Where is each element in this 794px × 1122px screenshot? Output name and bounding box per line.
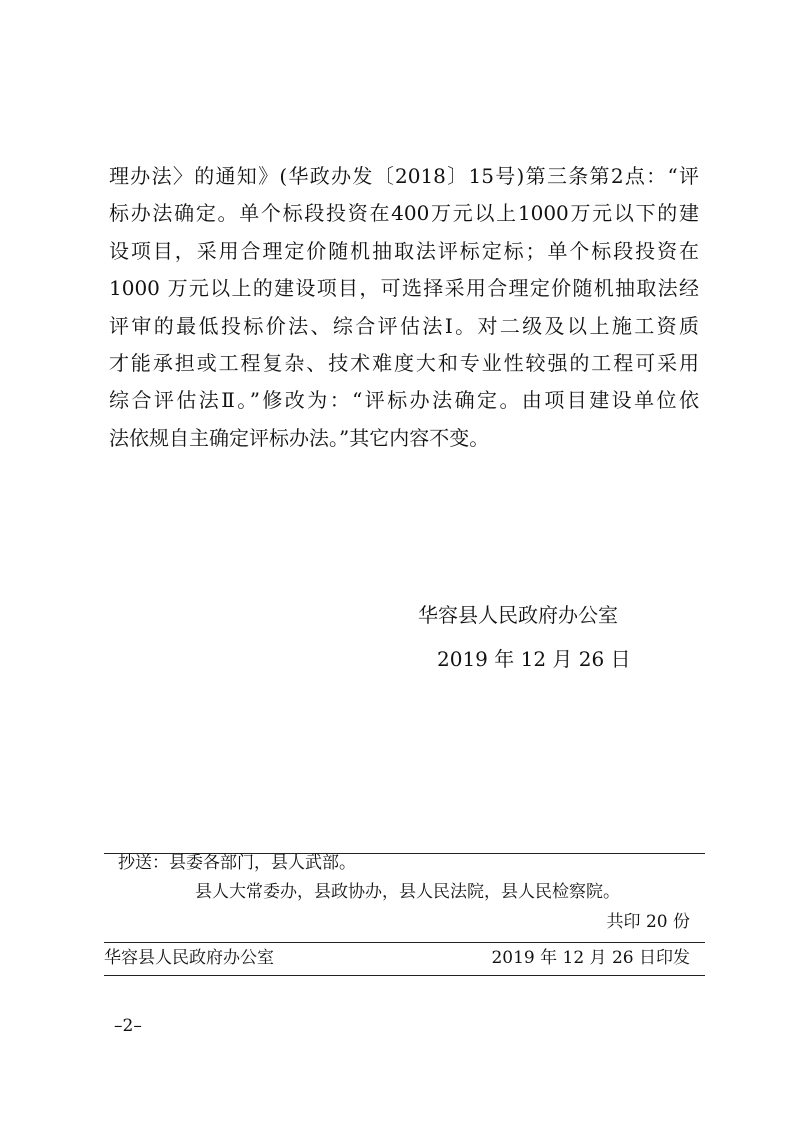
body-line: 标办法确定。单个标段投资在400万元以上1000万元以下的建 <box>109 201 699 226</box>
body-line: 设项目，采用合理定价随机抽取法评标定标；单个标段投资在 <box>109 238 699 263</box>
issuing-office: 华容县人民政府办公室 <box>104 948 274 968</box>
document-body <box>109 158 699 457</box>
body-line: 法依规自主确定评标办法。”其它内容不变。 <box>109 425 490 450</box>
issue-date: 2019 年 12 月 26 日印发 <box>491 948 690 968</box>
body-line: 才能承担或工程复杂、技术难度大和专业性较强的工程可采用 <box>109 350 699 375</box>
footer-bottom-rule <box>104 975 705 976</box>
body-line: 综合评估法Ⅱ。”修改为：“评标办法确定。由项目建设单位依 <box>109 388 699 413</box>
copies-count: 共印 20 份 <box>606 912 690 932</box>
signature-organization: 华容县人民政府办公室 <box>418 603 618 627</box>
page-number: –2– <box>114 1016 142 1036</box>
cc-recipients-line2: 县人大常委办，县政协办，县人民法院，县人民检察院。 <box>195 882 620 902</box>
cc-recipients-line1: 抄送：县委各部门，县人武部。 <box>118 853 356 873</box>
body-line: 理办法〉的通知》(华政办发〔2018〕15号)第三条第2点：“评 <box>109 164 699 188</box>
body-line: 1000 万元以上的建设项目，可选择采用合理定价随机抽取法经 <box>109 276 699 301</box>
body-line: 评审的最低投标价法、综合评估法Ⅰ。对二级及以上施工资质 <box>109 313 699 338</box>
signature-date: 2019 年 12 月 26 日 <box>437 647 631 671</box>
